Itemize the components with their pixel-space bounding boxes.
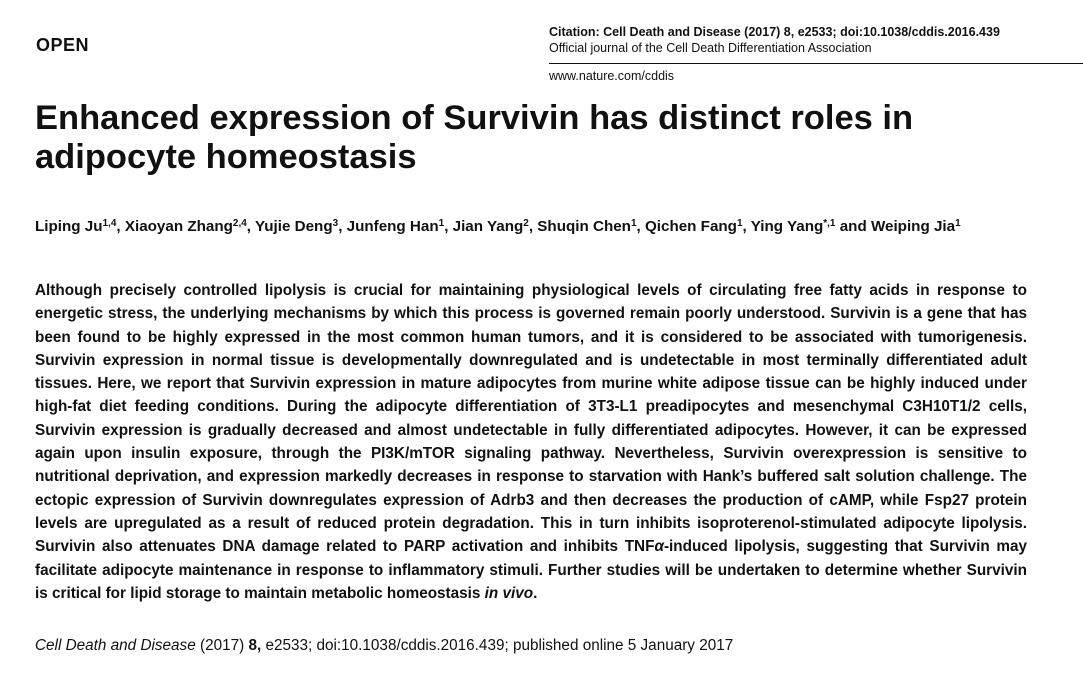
author-affiliation: 1	[630, 218, 637, 229]
author-separator: ,	[116, 218, 125, 235]
citation-volume: 8,	[248, 637, 262, 654]
abstract-text-1: Although precisely controlled lipolysis is crucial for maintaining physiological levels of circulating free fatty acids in response to energetic stress, the underlying mechanisms by which this process is governed remain poorly understood. Survivin is a gene that has been found to be highly expressed in the most common human tumors, and it is considered to be associated with tumorigenesis. Survivin expression in normal tissue is developmentally downregulated and is undetectable in most terminally differentiated adult tissues. Here, we report that Survivin expression in mature adipocytes from murine white adipose tissue can be highly induced under high-fat diet feeding conditions. During the adipocyte differentiation of 3T3-L1 preadipocytes and mesenchymal C3H10T1/2 cells, Survivin expression is gradually decreased and almost undetectable in fully differentiated adipocytes. However, it can be expressed again upon insulin exposure, through the PI3K/mTOR signaling pathway. Nevertheless, Survivin overexpression is sensitive to nutritional deprivation, and expression markedly decreases in response to starvation with Hank’s buffered salt solution challenge. The ectopic expression of Survivin downregulates expression of Adrb3 and then decreases the production of cAMP, while Fsp27 protein levels are upregulated as a result of reduced protein degradation. This in turn inhibits isoproterenol-stimulated adipocyte lipolysis. Survivin also attenuates DNA damage related to PARP activation and inhibits TNF	[35, 282, 1027, 556]
author-item[interactable]	[751, 218, 836, 235]
abstract-italic-term: in vivo	[484, 584, 534, 602]
author-affiliation: 2	[523, 218, 529, 229]
open-access-label: OPEN	[36, 35, 90, 55]
author-affiliation: 1,4	[102, 218, 117, 229]
citation-details: e2533; doi:10.1038/cddis.2016.439; published online 5 January 2017	[261, 637, 734, 654]
citation-text: Citation: Cell Death and Disease (2017) 8, e2533; doi:10.1038/cddis.2016.439	[549, 25, 1000, 39]
author-name: Ying Yang	[750, 218, 824, 235]
author-separator: ,	[528, 218, 538, 235]
author-name: Shuqin Chen	[537, 218, 631, 235]
author-item[interactable]	[35, 218, 116, 235]
author-item[interactable]	[347, 218, 445, 235]
header-divider	[549, 63, 1083, 64]
author-name: Weiping Jia	[870, 218, 956, 235]
author-item[interactable]	[537, 218, 636, 235]
citation-journal-name: Cell Death and Disease	[35, 637, 196, 654]
citation-year: (2017)	[195, 637, 249, 654]
journal-url-link[interactable]: www.nature.com/cddis	[549, 69, 675, 83]
article-title: Enhanced expression of Survivin has distinct roles in adipocyte homeostasis	[35, 99, 914, 176]
author-name: Yujie Deng	[254, 218, 333, 235]
author-item[interactable]	[871, 218, 961, 235]
author-affiliation: 2,4	[232, 218, 247, 229]
alpha-symbol: α	[654, 538, 664, 556]
author-item[interactable]	[453, 218, 529, 235]
author-affiliation: *,1	[823, 218, 836, 229]
author-name: Xiaoyan Zhang	[124, 218, 233, 235]
abstract-text-2: -induced lipolysis, suggesting that Survivin may facilitate adipocyte maintenance in response to inflammatory stimuli. Further studies will be undertaken to determine whether Survivin is critical for lipid storage to maintain metabolic homeostasis	[35, 538, 1028, 602]
author-name: Jian Yang	[452, 218, 524, 235]
author-separator: ,	[742, 218, 751, 235]
journal-header	[549, 25, 1083, 83]
author-affiliation: 1	[438, 218, 445, 229]
author-item[interactable]	[645, 218, 743, 235]
author-affiliation: 1	[955, 218, 961, 229]
author-list	[35, 217, 1065, 237]
author-affiliation: 1	[736, 218, 743, 229]
journal-affiliation: Official journal of the Cell Death Differentiation Association	[549, 41, 872, 55]
author-name: Qichen Fang	[644, 218, 737, 235]
author-name: Liping Ju	[35, 218, 103, 235]
author-separator: ,	[636, 218, 645, 235]
author-separator: and	[835, 218, 871, 235]
author-item[interactable]	[125, 218, 247, 235]
author-item[interactable]	[255, 218, 338, 235]
author-separator: ,	[338, 218, 347, 235]
abstract-period: .	[533, 584, 538, 602]
author-separator: ,	[246, 218, 255, 235]
abstract	[35, 279, 1027, 605]
citation-line	[35, 636, 1065, 656]
author-affiliation: 3	[332, 218, 339, 229]
author-name: Junfeng Han	[346, 218, 439, 235]
author-separator: ,	[444, 218, 453, 235]
